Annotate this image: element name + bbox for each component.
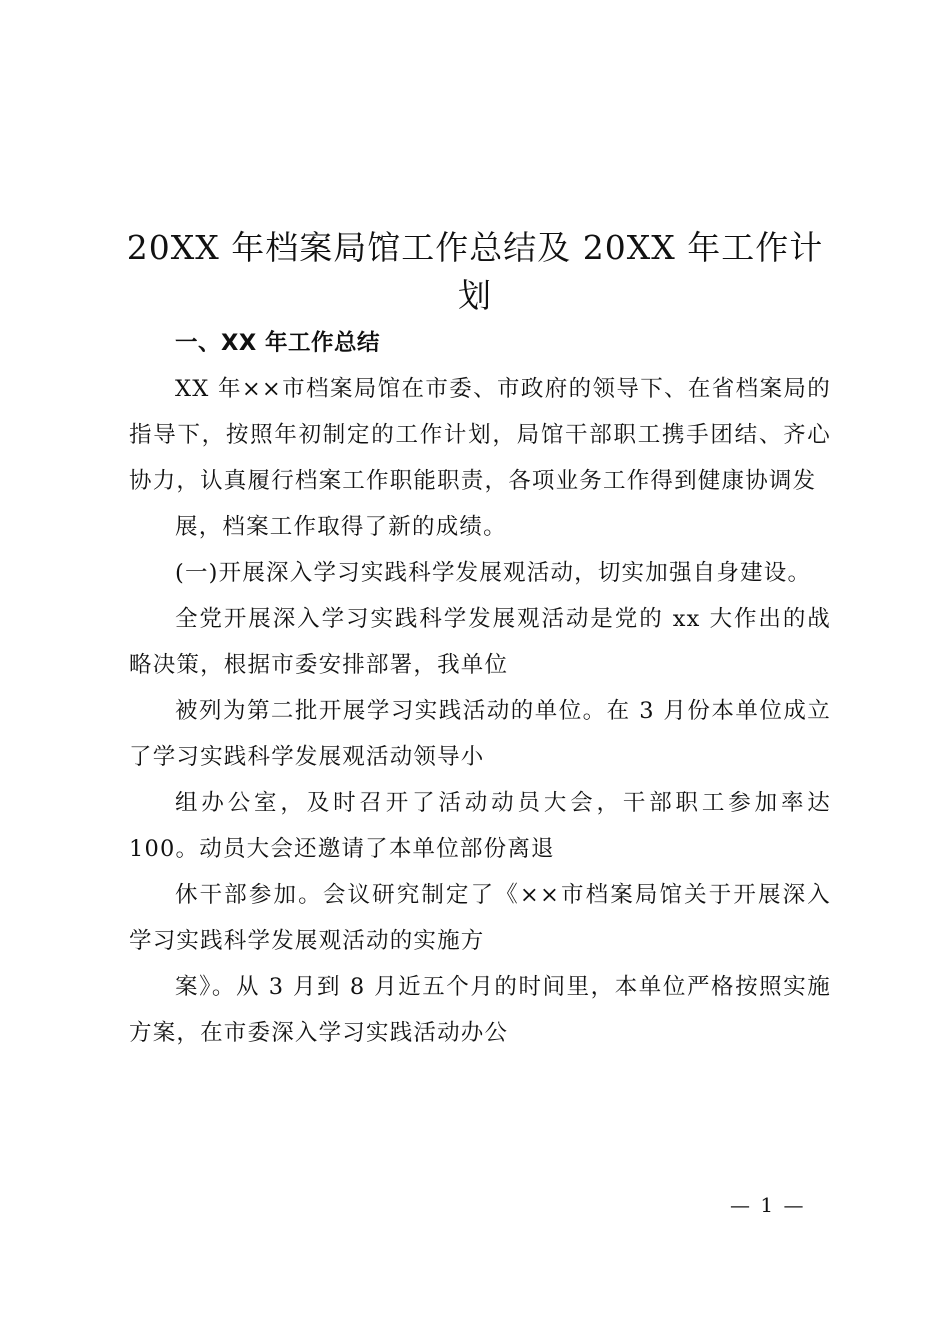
- paragraph: (一)开展深入学习实践科学发展观活动，切实加强自身建设。: [175, 560, 812, 586]
- paragraph: 休干部参加。会议研究制定了《××市档案局馆关于开展深入学习实践科学发展观活动的实施方: [129, 882, 831, 954]
- paragraph: 被列为第二批开展学习实践活动的单位。在 3 月份本单位成立了学习实践科学发展观活动领导小: [129, 698, 831, 770]
- paragraph: 案》。从 3 月到 8 月近五个月的时间里，本单位严格按照实施方案，在市委深入学习实践活动办公: [129, 974, 831, 1046]
- paragraph: 组办公室，及时召开了活动动员大会，干部职工参加率达 100。动员大会还邀请了本单位部份离退: [129, 790, 831, 862]
- section-heading: 一、XX 年工作总结: [175, 330, 381, 356]
- paragraph: XX 年××市档案局馆在市委、市政府的领导下、在省档案局的指导下，按照年初制定的工作计划，局馆干部职工携手团结、齐心协力，认真履行档案工作职能职责，各项业务工作得到健康协调发: [129, 376, 831, 494]
- document-title: 20XX 年档案局馆工作总结及 20XX 年工作计划: [126, 228, 824, 315]
- page-number: — 1 —: [730, 1193, 806, 1217]
- paragraph: 全党开展深入学习实践科学发展观活动是党的 xx 大作出的战略决策，根据市委安排部署，我单位: [129, 606, 831, 678]
- paragraph: 展，档案工作取得了新的成绩。: [175, 514, 507, 540]
- document-body: [129, 320, 831, 1056]
